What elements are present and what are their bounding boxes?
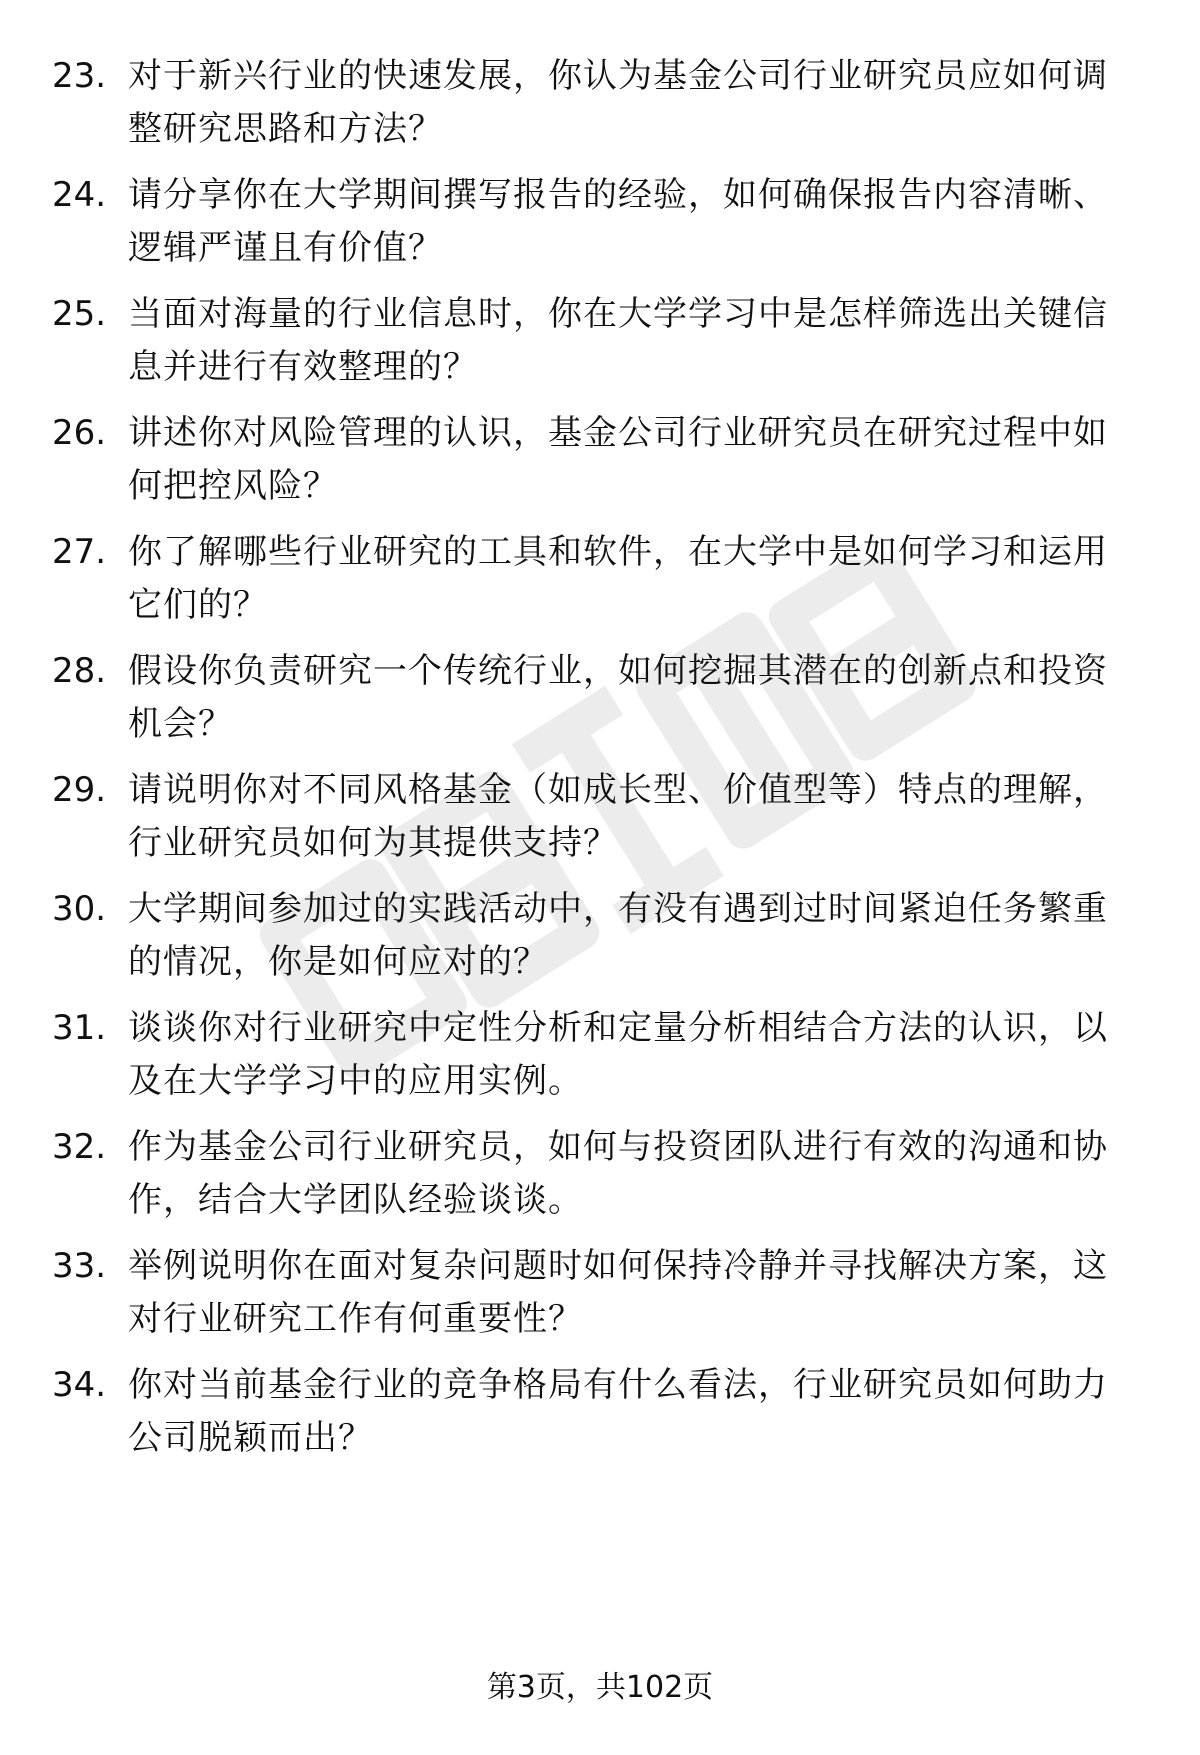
- question-text: 请分享你在大学期间撰写报告的经验，如何确保报告内容清晰、逻辑严谨且有价值？: [128, 175, 1108, 268]
- question-text: 你对当前基金行业的竞争格局有什么看法，行业研究员如何助力公司脱颖而出？: [128, 1365, 1108, 1458]
- question-item-34: [52, 1359, 1142, 1465]
- question-item-28: [52, 645, 1142, 751]
- question-item-29: [52, 764, 1142, 870]
- question-text: 作为基金公司行业研究员，如何与投资团队进行有效的沟通和协作，结合大学团队经验谈谈。: [128, 1127, 1108, 1220]
- question-text: 对于新兴行业的快速发展，你认为基金公司行业研究员应如何调整研究思路和方法？: [128, 56, 1108, 149]
- question-number: 23.: [52, 56, 107, 96]
- question-number: 32.: [52, 1127, 107, 1167]
- question-item-31: [52, 1002, 1142, 1108]
- page-indicator: 第3页，共102页: [486, 1670, 714, 1705]
- question-text: 讲述你对风险管理的认识，基金公司行业研究员在研究过程中如何把控风险？: [128, 413, 1108, 506]
- question-number: 25.: [52, 294, 107, 334]
- question-item-27: [52, 526, 1142, 632]
- question-number: 30.: [52, 889, 107, 929]
- question-item-25: [52, 288, 1142, 394]
- question-text: 请说明你对不同风格基金（如成长型、价值型等）特点的理解，行业研究员如何为其提供支持？: [128, 770, 1108, 863]
- question-item-32: [52, 1121, 1142, 1227]
- question-number: 24.: [52, 175, 107, 215]
- question-number: 26.: [52, 413, 107, 453]
- question-item-26: [52, 407, 1142, 513]
- question-item-24: [52, 169, 1142, 275]
- question-number: 27.: [52, 532, 107, 572]
- question-item-30: [52, 883, 1142, 989]
- question-number: 29.: [52, 770, 107, 810]
- question-item-33: [52, 1240, 1142, 1346]
- question-text: 大学期间参加过的实践活动中，有没有遇到过时间紧迫任务繁重的情况，你是如何应对的？: [128, 889, 1108, 982]
- question-number: 33.: [52, 1246, 107, 1286]
- question-text: 当面对海量的行业信息时，你在大学学习中是怎样筛选出关键信息并进行有效整理的？: [128, 294, 1108, 387]
- question-number: 28.: [52, 651, 107, 691]
- question-item-23: [52, 50, 1142, 156]
- question-number: 34.: [52, 1365, 107, 1405]
- question-text: 谈谈你对行业研究中定性分析和定量分析相结合方法的认识，以及在大学学习中的应用实例。: [128, 1008, 1108, 1101]
- question-text: 举例说明你在面对复杂问题时如何保持冷静并寻找解决方案，这对行业研究工作有何重要性？: [128, 1246, 1108, 1339]
- question-number: 31.: [52, 1008, 107, 1048]
- question-text: 你了解哪些行业研究的工具和软件，在大学中是如何学习和运用它们的？: [128, 532, 1108, 625]
- question-text: 假设你负责研究一个传统行业，如何挖掘其潜在的创新点和投资机会？: [128, 651, 1108, 744]
